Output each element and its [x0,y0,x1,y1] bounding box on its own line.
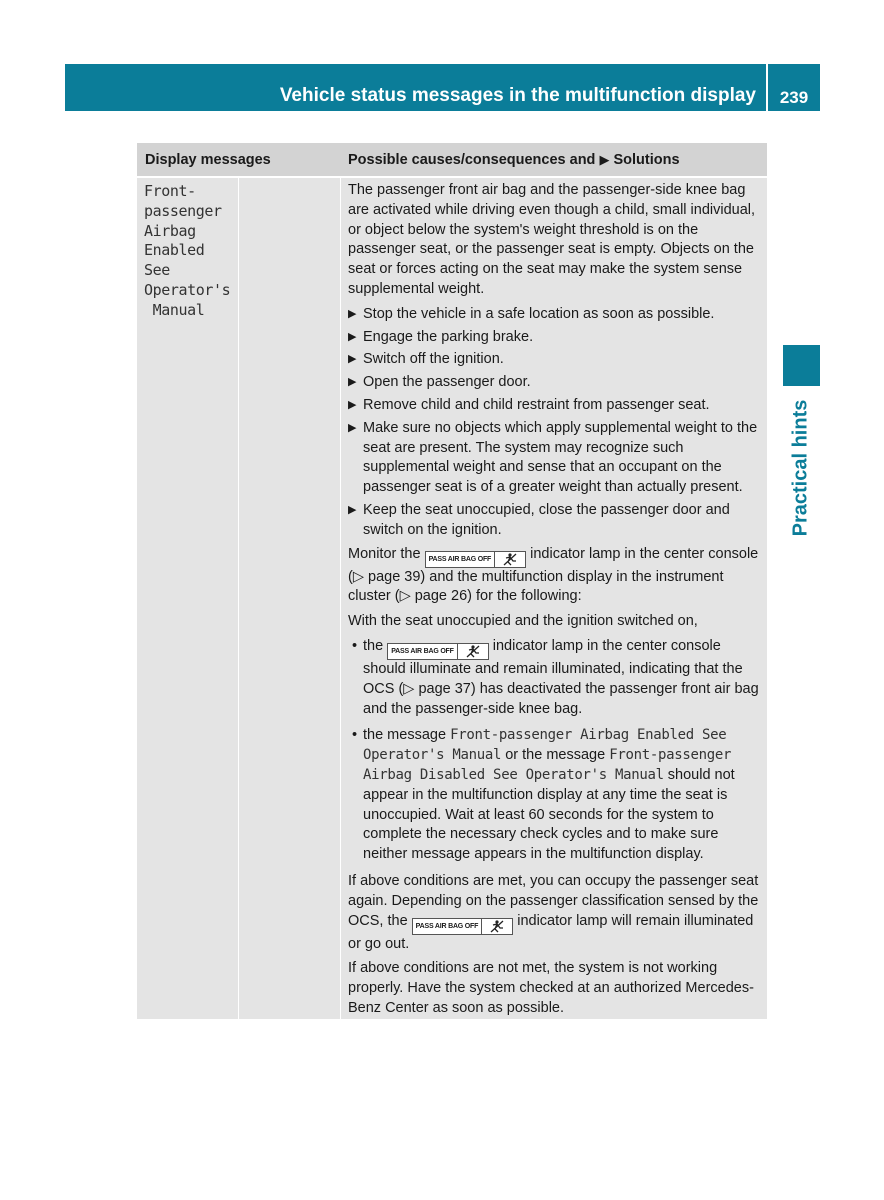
seat-occupant-icon [458,644,488,659]
table-header [137,143,767,176]
seat-occupant-icon [482,919,512,934]
conditions-not-met-paragraph: If above conditions are not met, the system is not working properly. Have the system checked at an authorized Mercedes-Benz Center as soon as possible. [348,960,754,1016]
step-item: ▶ Switch off the ignition. [348,350,764,370]
triangle-right-icon: ▶ [348,307,357,320]
triangle-right-icon: ▶ [348,353,357,366]
message-cell [137,178,238,1019]
section-tab [773,392,829,544]
seat-occupant-icon [495,552,525,567]
solution-cell [341,178,767,1019]
condition-paragraph: With the seat unoccupied and the ignition switched on, [348,613,698,630]
triangle-right-icon: ▶ [348,421,357,434]
display-message: Front- passenger Airbag Enabled See Operator's Manual [144,182,231,319]
triangle-right-icon: ▶ [348,398,357,411]
step-item: ▶ Make sure no objects which apply supplemental weight to the seat are present. The system may recognize such supplemental weight and sense that an occupant on the passenger seat is of a greater weight than actually present. [348,419,758,496]
header-bar [65,64,766,111]
empty-cell [239,178,340,1019]
section-marker [783,345,820,386]
triangle-right-icon: ▶ [599,152,610,167]
pass-air-bag-off-lamp: PASS AIR BAG OFF [387,643,489,660]
column-header-solutions: Possible causes/consequences and ▶ Solutions [348,152,680,168]
page-number: 239 [768,64,820,111]
bullet-item: • the PASS AIR BAG OFF indicator lamp in the center console should illuminate and remain illuminated, indicating that the OCS (▷ page 37) has deactivated the passenger front air bag and the passenger-side knee bag. [352,637,759,717]
bullet-item: • the message Front-passenger Airbag Enabled See Operator's Manual or the message Front-passenger Airbag Disabled See Operator's Manual should not appear in the multifunction display at any time the seat is unoccupied. Wait at least 60 seconds for the system to complete the necessary check cycles and to make sure neither message appears in the multifunction display. [352,727,735,863]
monitor-paragraph: Monitor the PASS AIR BAG OFF indicator lamp in the center console (▷ page 39) and the multifunction display in the instrument cluster (▷ page 26) for the following: [348,545,759,605]
pass-air-bag-off-lamp: PASS AIR BAG OFF [412,918,514,935]
triangle-right-icon: ▶ [348,376,357,389]
triangle-right-icon: ▶ [348,330,357,343]
cause-paragraph: The passenger front air bag and the passenger-side knee bag are activated while driving even though a child, small individual, or object below the system's weight threshold is on the passenger seat, or the passenger seat is empty. Objects on the seat or forces acting on the seat may make the system sense supplemental weight. [348,182,756,297]
step-item: ▶ Open the passenger door. [348,373,764,393]
step-item: ▶ Stop the vehicle in a safe location as soon as possible. [348,305,764,325]
page-title: Vehicle status messages in the multifunction display [279,85,756,106]
step-item: ▶ Remove child and child restraint from passenger seat. [348,396,764,416]
column-header-messages: Display messages [145,152,271,168]
pass-air-bag-off-lamp: PASS AIR BAG OFF [425,551,527,568]
status-message-table [137,143,767,1019]
triangle-right-icon: ▶ [348,503,357,516]
section-tab-label: Practical hints [789,399,812,537]
conditions-met-paragraph: If above conditions are met, you can occupy the passenger seat again. Depending on the passenger classification sensed by the OCS, the PASS AIR BAG OFF indicator lamp will remain illuminated or go out. [348,872,759,952]
step-item: ▶ Engage the parking brake. [348,328,764,348]
step-item: ▶ Keep the seat unoccupied, close the passenger door and switch on the ignition. [348,501,730,538]
